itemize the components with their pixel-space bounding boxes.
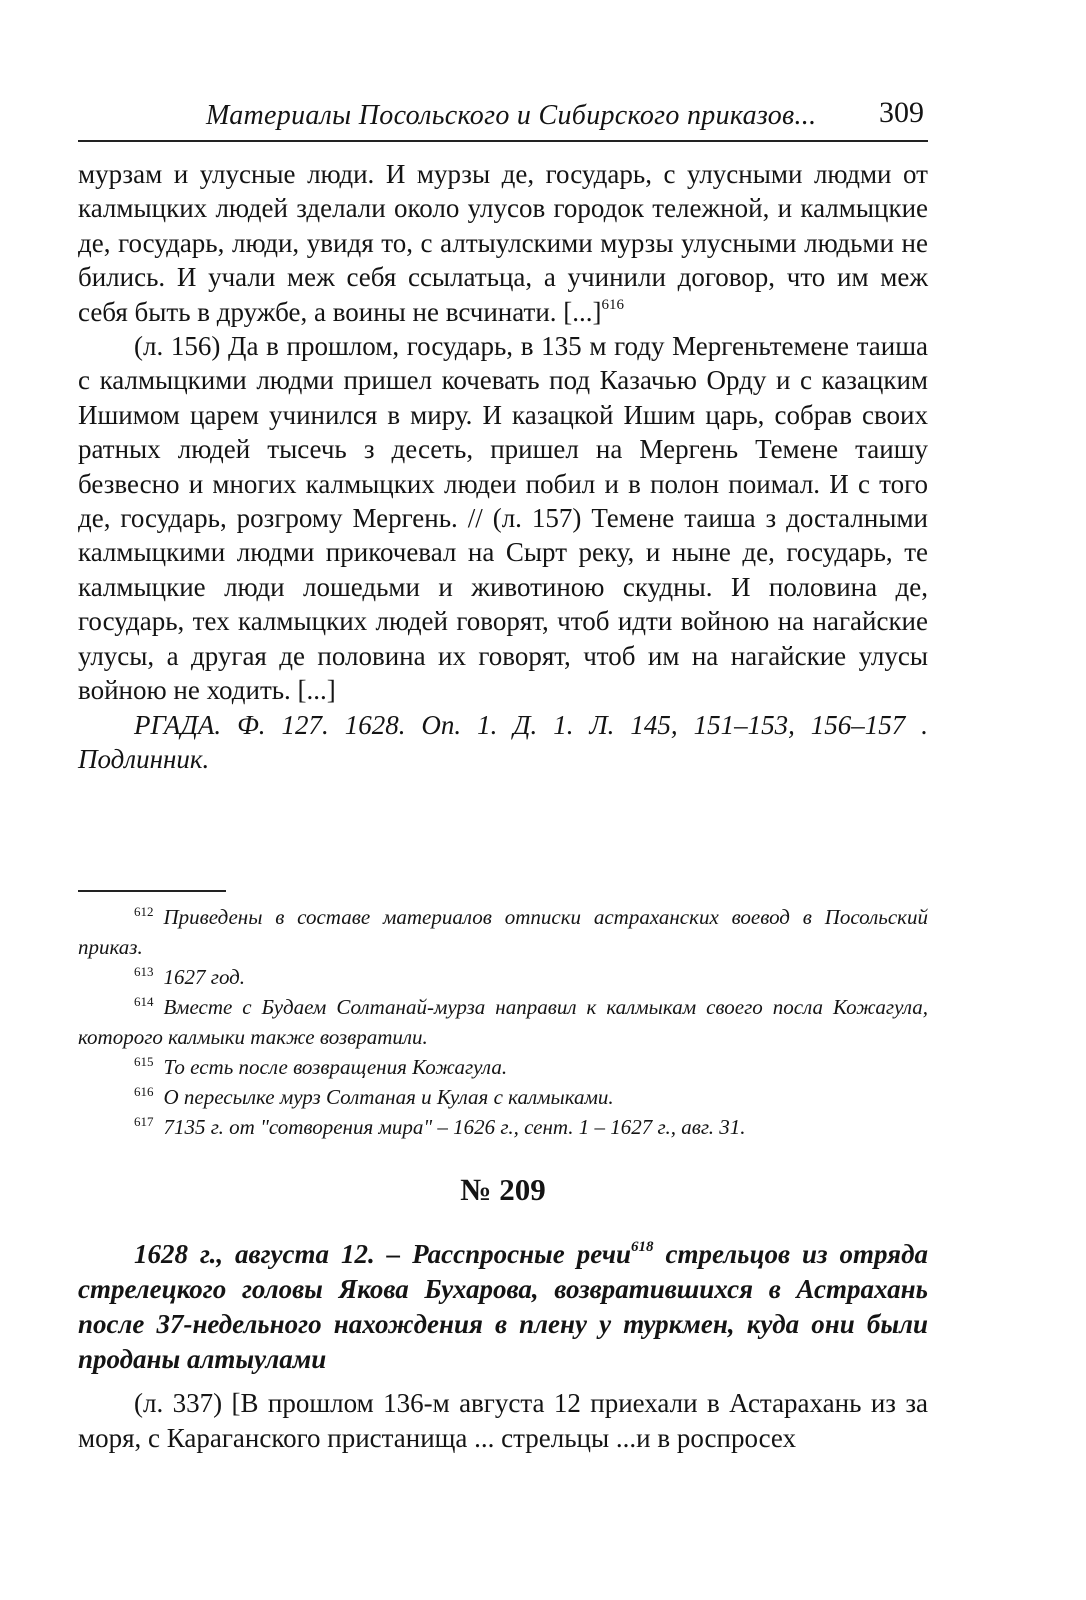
footnote-number: 613 (134, 964, 154, 979)
footnote-617 (78, 1112, 928, 1142)
heading-part-1: 1628 г., августа 12. – Расспросные речи (134, 1239, 632, 1269)
footnote-number: 612 (134, 904, 154, 919)
paragraph-1 (78, 157, 928, 329)
footnote-ref-616: 616 (601, 296, 625, 313)
footnote-text: Вместе с Будаем Солтанай-мурза направил к калмыкам своего посла Кожагула, которого калмыки также возвратили. (78, 995, 928, 1049)
document-heading (78, 1237, 928, 1377)
footnotes (78, 902, 928, 1142)
footnote-615 (78, 1052, 928, 1082)
heading-text (78, 1237, 928, 1377)
running-title: Материалы Посольского и Сибирского приказов... (206, 100, 817, 131)
footnote-614 (78, 992, 928, 1052)
page-header (78, 92, 928, 142)
footnote-text: 1627 год. (163, 965, 246, 989)
archive-source: РГАДА. Ф. 127. 1628. Оп. 1. Д. 1. Л. 145, 151–153, 156–157 . Подлинник. (78, 709, 928, 774)
footnote-612 (78, 902, 928, 962)
main-text (78, 157, 928, 776)
footnote-text: Приведены в составе материалов отписки астраханских воевод в Посольский приказ. (78, 905, 928, 959)
footnote-613 (78, 962, 928, 992)
paragraph-2: (л. 156) Да в прошлом, государь, в 135 м году Мергеньтемене таиша с калмыцкими людми пришел кочевать под Казачью Орду и с казацким Ишимом царем учинился в миру. И казацкой Ишим царь, собрав своих ратных людей тысечь з десеть, пришел на Мергень Темене таишу безвесно и многих калмыцких людеи побил и в полон поимал. И с того де, государь, розгрому Мергень. // (л. 157) Темене таиша з досталными калмыцкими людми прикочевал на Сырт реку, и ныне де, государь, те калмыцкие люди лошедьми и животиною скудны. И половина де, государь, тех калмыцких людей говорят, чтоб идти войною на нагайские улусы, а другая де половина их говорят, чтоб им на нагайские улусы войною не ходить. [...] (78, 331, 928, 706)
footnote-text: О пересылке мурз Солтаная и Кулая с калмыками. (163, 1085, 614, 1109)
document-number: № 209 (460, 1172, 546, 1207)
footnote-number: 614 (134, 994, 154, 1009)
footnote-number: 617 (134, 1114, 154, 1129)
footnote-divider (78, 890, 226, 892)
footnote-text: То есть после возвращения Кожагула. (163, 1055, 508, 1079)
footnote-616 (78, 1082, 928, 1112)
footnote-number: 615 (134, 1054, 154, 1069)
document-paragraph: (л. 337) [В прошлом 136-м августа 12 приехали в Астарахань из за моря, с Караганского пристанища ... стрельцы ...и в роспросех (78, 1388, 928, 1453)
footnote-ref-618: 618 (631, 1239, 654, 1255)
paragraph-1-text: мурзам и улусные люди. И мурзы де, государь, с улусными людми от калмыцких людей зделали около улусов городок тележной, и калмыцкие де, государь, люди, увидя то, с алтыулскими мурзы улусными людьми не бились. И учали меж себя ссылатьца, а учинили договор, что им меж себя быть в дружбе, а воины не всчинати. [...] (78, 159, 928, 327)
footnote-number: 616 (134, 1084, 154, 1099)
heading-part-2: стрельцов из отряда стрелецкого головы Якова Бухарова, возвратившихся в Астрахань после 37-недельного нахождения в плену у туркмен, куда они были проданы алтыулами (78, 1239, 928, 1374)
footnote-text: 7135 г. от "сотворения мира" – 1626 г., сент. 1 – 1627 г., авг. 31. (163, 1115, 746, 1139)
document-text (78, 1386, 928, 1456)
page-number: 309 (879, 96, 924, 129)
